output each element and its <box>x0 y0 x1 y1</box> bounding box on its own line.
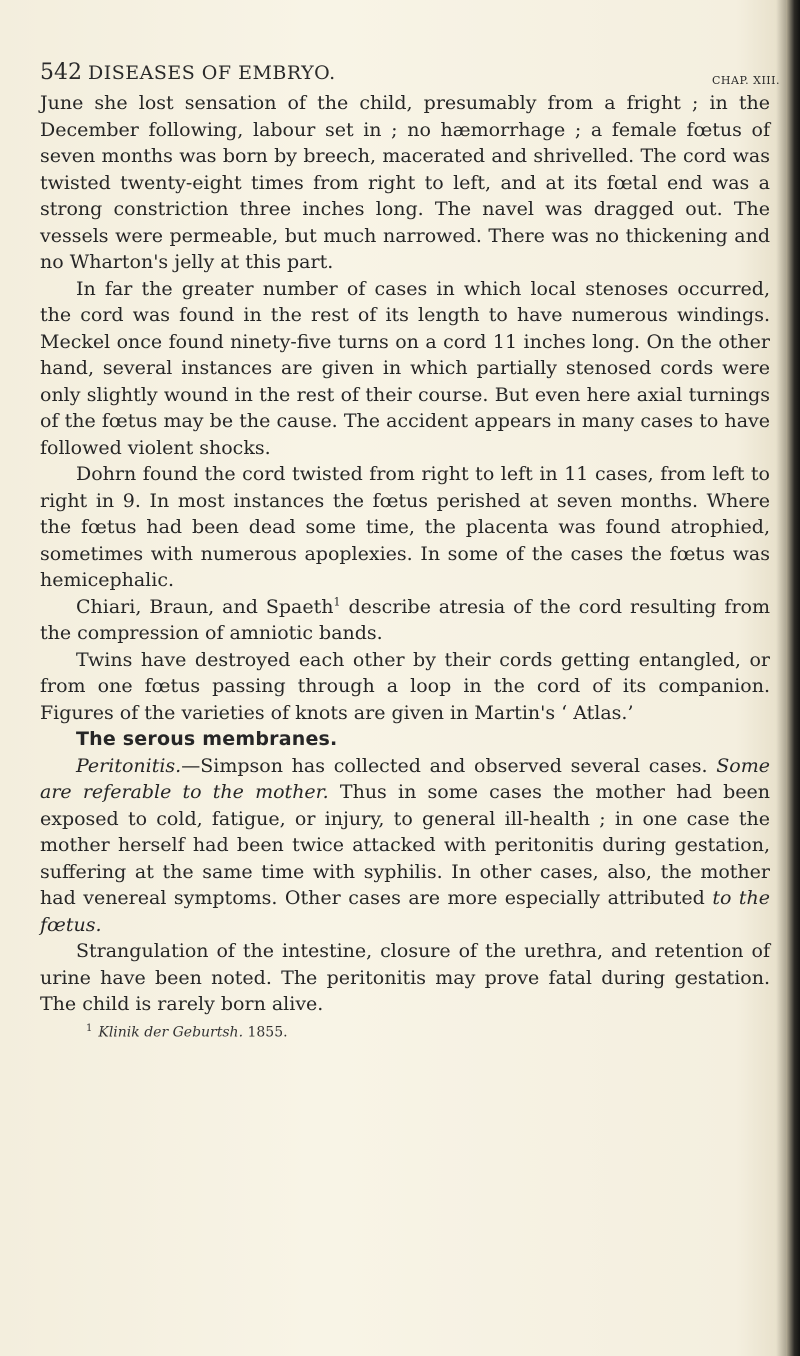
footnote <box>40 1020 770 1042</box>
paragraph-6-text-1: —Simpson has collected and observed several cases. <box>181 754 717 777</box>
peritonitis-term: Peritonitis. <box>76 754 182 777</box>
page-edge-shadow <box>786 0 800 1356</box>
page-number: 542 <box>40 60 82 85</box>
section-heading: The serous membranes. <box>76 728 338 750</box>
running-title: DISEASES OF EMBRYO. <box>88 62 336 84</box>
paragraph-5: Twins have destroyed each other by their cords getting entangled, or from one fœtus passing through a loop in the cord of its companion. Figures of the varieties of knots are given in Martin's ‘ Atlas.’ <box>40 648 770 724</box>
paragraph-4-start: Chiari, Braun, and Spaeth <box>76 595 334 618</box>
paragraph-4 <box>40 594 770 647</box>
page-header <box>40 60 780 90</box>
paragraph-1: June she lost sensation of the child, presumably from a fright ; in the December following, labour set in ; no hæmorrhage ; a female fœtus of seven months was born by breech, macerated and shrivelled. The cord was twisted twenty-eight times from right to left, and at its fœtal end was a strong constriction three inches long. The navel was dragged out. The vessels were permeable, but much narrowed. There was no thickening and no Wharton's jelly at this part. <box>40 92 770 273</box>
chapter-label: CHAP. XIII. <box>712 74 780 87</box>
paragraph-4-end: describe atresia of the cord resulting from the compression of amniotic bands. <box>40 595 771 644</box>
footnote-reference: 1 <box>333 595 341 609</box>
paragraph-6-emphasis-1: Some are referable to the mother. <box>40 754 770 803</box>
paragraph-6-emphasis-2: to the fœtus. <box>40 887 770 936</box>
body-text <box>40 90 770 1041</box>
paragraph-6-text-2: Thus in some cases the mother had been exposed to cold, fatigue, or injury, to general ill-health ; in one case the mother herself had been twice attacked with peritonitis during gestation, suffering at the same time with syphilis. In other cases, also, the mother had venereal symptoms. Other cases are more especially attributed <box>40 781 771 909</box>
paragraph-6 <box>40 753 770 939</box>
paragraph-3: Dohrn found the cord twisted from right to left in 11 cases, from left to right in 9. In most instances the fœtus perished at seven months. Where the fœtus had been dead some time, the placenta was found atrophied, sometimes with numerous apoplexies. In some of the cases the fœtus was hemicephalic. <box>40 463 770 591</box>
footnote-year: 1855. <box>243 1024 288 1041</box>
footnote-title: Klinik der Geburtsh. <box>98 1024 244 1041</box>
footnote-number: 1 <box>86 1022 93 1034</box>
paragraph-7: Strangulation of the intestine, closure of the urethra, and retention of urine have been noted. The peritonitis may prove fatal during gestation. The child is rarely born alive. <box>40 940 770 1015</box>
paragraph-2: In far the greater number of cases in which local stenoses occurred, the cord was found in the rest of its length to have numerous windings. Meckel once found ninety-five turns on a cord 11 inches long. On the other hand, several instances are given in which partially stenosed cords were only slightly wound in the rest of their course. But even here axial turnings of the fœtus may be the cause. The accident appears in many cases to have followed violent shocks. <box>40 277 770 459</box>
